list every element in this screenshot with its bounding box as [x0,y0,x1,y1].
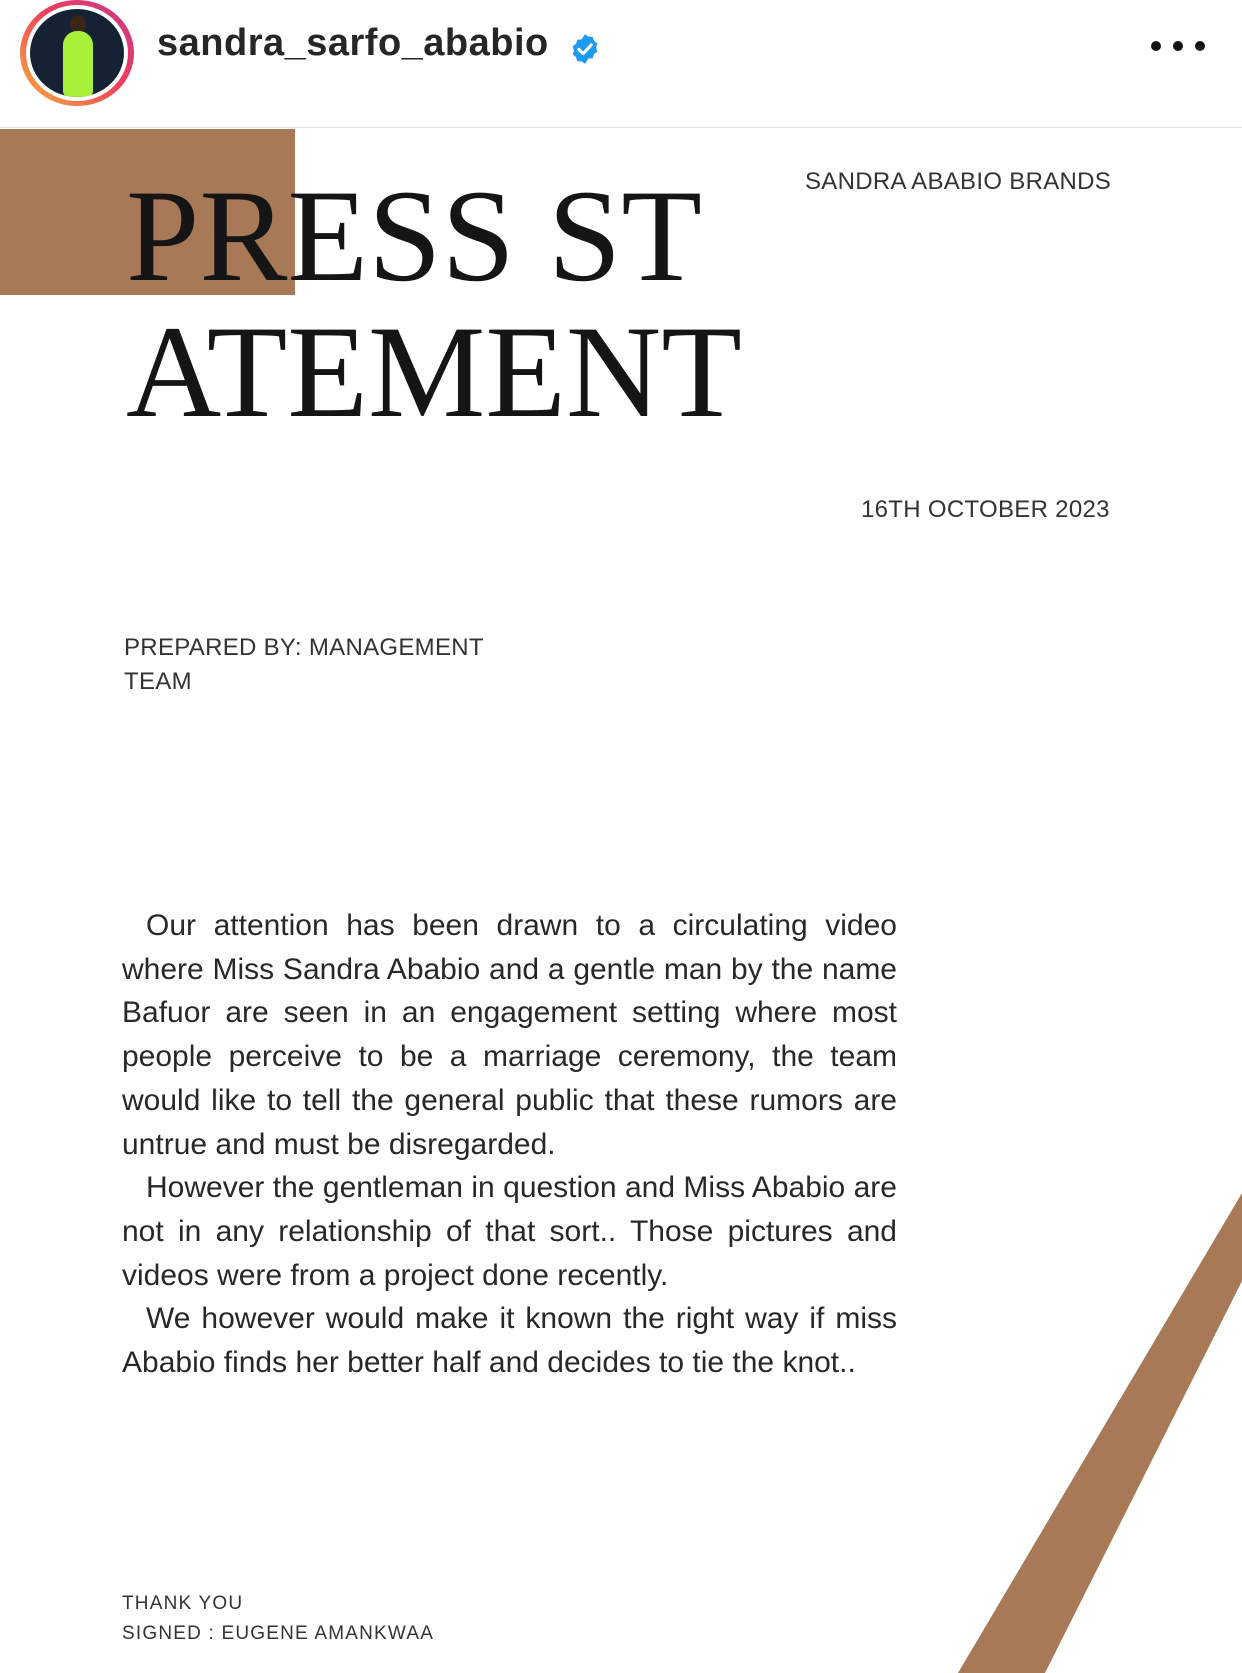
avatar[interactable] [26,5,128,101]
avatar-photo [30,9,124,97]
paragraph-1: Our attention has been drawn to a circulating video where Miss Sandra Ababio and a gentle man by the name Bafuor are seen in an engagement setting where most people perceive to be a marriage ceremony, the team would like to tell the general public that these rumors are untrue and must be disregarded. [122,909,897,1161]
post-header [0,0,1242,128]
more-options-icon[interactable] [1148,26,1208,66]
avatar-figure-dress [63,31,93,97]
statement-body [122,904,897,1385]
press-statement-image [0,128,1242,1673]
prepared-by: PREPARED BY: MANAGEMENT TEAM [124,634,484,695]
signoff [122,1589,434,1649]
paragraph-2: However the gentleman in question and Miss Ababio are not in any relationship of that sort.. Those pictures and videos were from a project done recently. [122,1171,897,1292]
page-title: PRESS STATEMENT [126,162,742,445]
username-link[interactable]: sandra_sarfo_ababio [157,22,549,64]
brand-name: SANDRA ABABIO BRANDS [805,168,1112,195]
story-ring[interactable] [20,0,134,106]
paragraph-3: We however would make it known the right way if miss Ababio finds her better half and decides to tie the knot.. [122,1302,897,1380]
closing-text: THANK YOU [122,1593,244,1614]
verified-badge-icon [568,32,602,66]
signature-line: SIGNED : EUGENE AMANKWAA [122,1623,435,1644]
statement-date: 16TH OCTOBER 2023 [861,496,1110,523]
